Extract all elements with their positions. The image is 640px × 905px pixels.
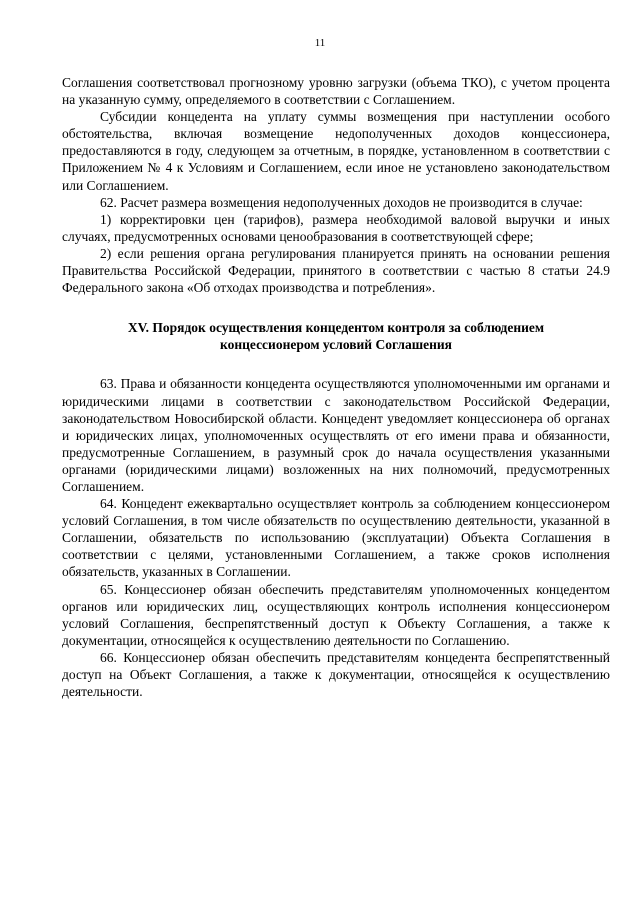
paragraph-62-item-1: 1) корректировки цен (тарифов), размера необходимой валовой выручки и иных случаях, предусмотренных основами ценообразования в соответствующей сфере; bbox=[62, 211, 610, 244]
paragraph-continuation: Соглашения соответствовал прогнозному уровню загрузки (объема ТКО), с учетом процента на указанную сумму, определяемого в соответствии с Соглашением. bbox=[62, 75, 610, 108]
section-heading-line-1: XV. Порядок осуществления концедентом контроля за соблюдением bbox=[127, 320, 545, 336]
paragraph-62-item-2: 2) если решения органа регулирования планируется принять на основании решения Правительства Российской Федерации, принятого в соответствии с частью 8 статьи 24.9 Федерального закона «Об отходах производства и потребления». bbox=[62, 245, 610, 296]
paragraph-subsidies: Субсидии концедента на уплату суммы возмещения при наступлении особого обстоятельства, включая возмещение недополученных доходов концессионера, предоставляются в году, следующем за отчетным, в порядке, установленном в соответствии с Приложением № 4 к Условиям и Соглашением, если иное не установлено законодательством или Соглашением. bbox=[62, 109, 610, 193]
paragraph-66: 66. Концессионер обязан обеспечить представителям концедента беспрепятственный доступ на Объект Соглашения, а также к документации, относящейся к осуществлению деятельности. bbox=[62, 649, 610, 700]
page-number: 11 bbox=[314, 37, 326, 49]
paragraph-63: 63. Права и обязанности концедента осуществляются уполномоченными им органами и юридическими лицами в соответствии с законодательством Российской Федерации, законодательством Новосибирской области. Концедент уведомляет концессионера об органах и юридических лицах, уполномоченных осуществлять от его имени права и обязанности, предусмотренные Соглашением, в разумный срок до начала осуществления указанными органами (юридическими лицами) возложенных на них полномочий, предусмотренных Соглашением. bbox=[62, 376, 610, 494]
section-heading-line-2: концессионером условий Соглашения bbox=[220, 337, 452, 353]
paragraph-62: 62. Расчет размера возмещения недополученных доходов не производится в случае: bbox=[100, 194, 583, 210]
section-heading bbox=[62, 319, 610, 353]
paragraph-64: 64. Концедент ежеквартально осуществляет контроль за соблюдением концессионером условий Соглашения, в том числе обязательств по осуществлению деятельности, указанной в Соглашении, обязательств по использованию (эксплуатации) Объекта Соглашения в соответствии с целями, установленными Соглашением, а также сроков исполнения обязательств, указанных в Соглашении. bbox=[62, 496, 610, 580]
document-body bbox=[62, 74, 610, 700]
paragraph-65: 65. Концессионер обязан обеспечить представителям уполномоченных концедентом органов или юридических лиц, осуществляющих контроль исполнения концессионером условий Соглашения, беспрепятственный доступ к Объекту Соглашения, а также к документации, относящейся к осуществлению деятельности по Соглашению. bbox=[62, 581, 610, 648]
